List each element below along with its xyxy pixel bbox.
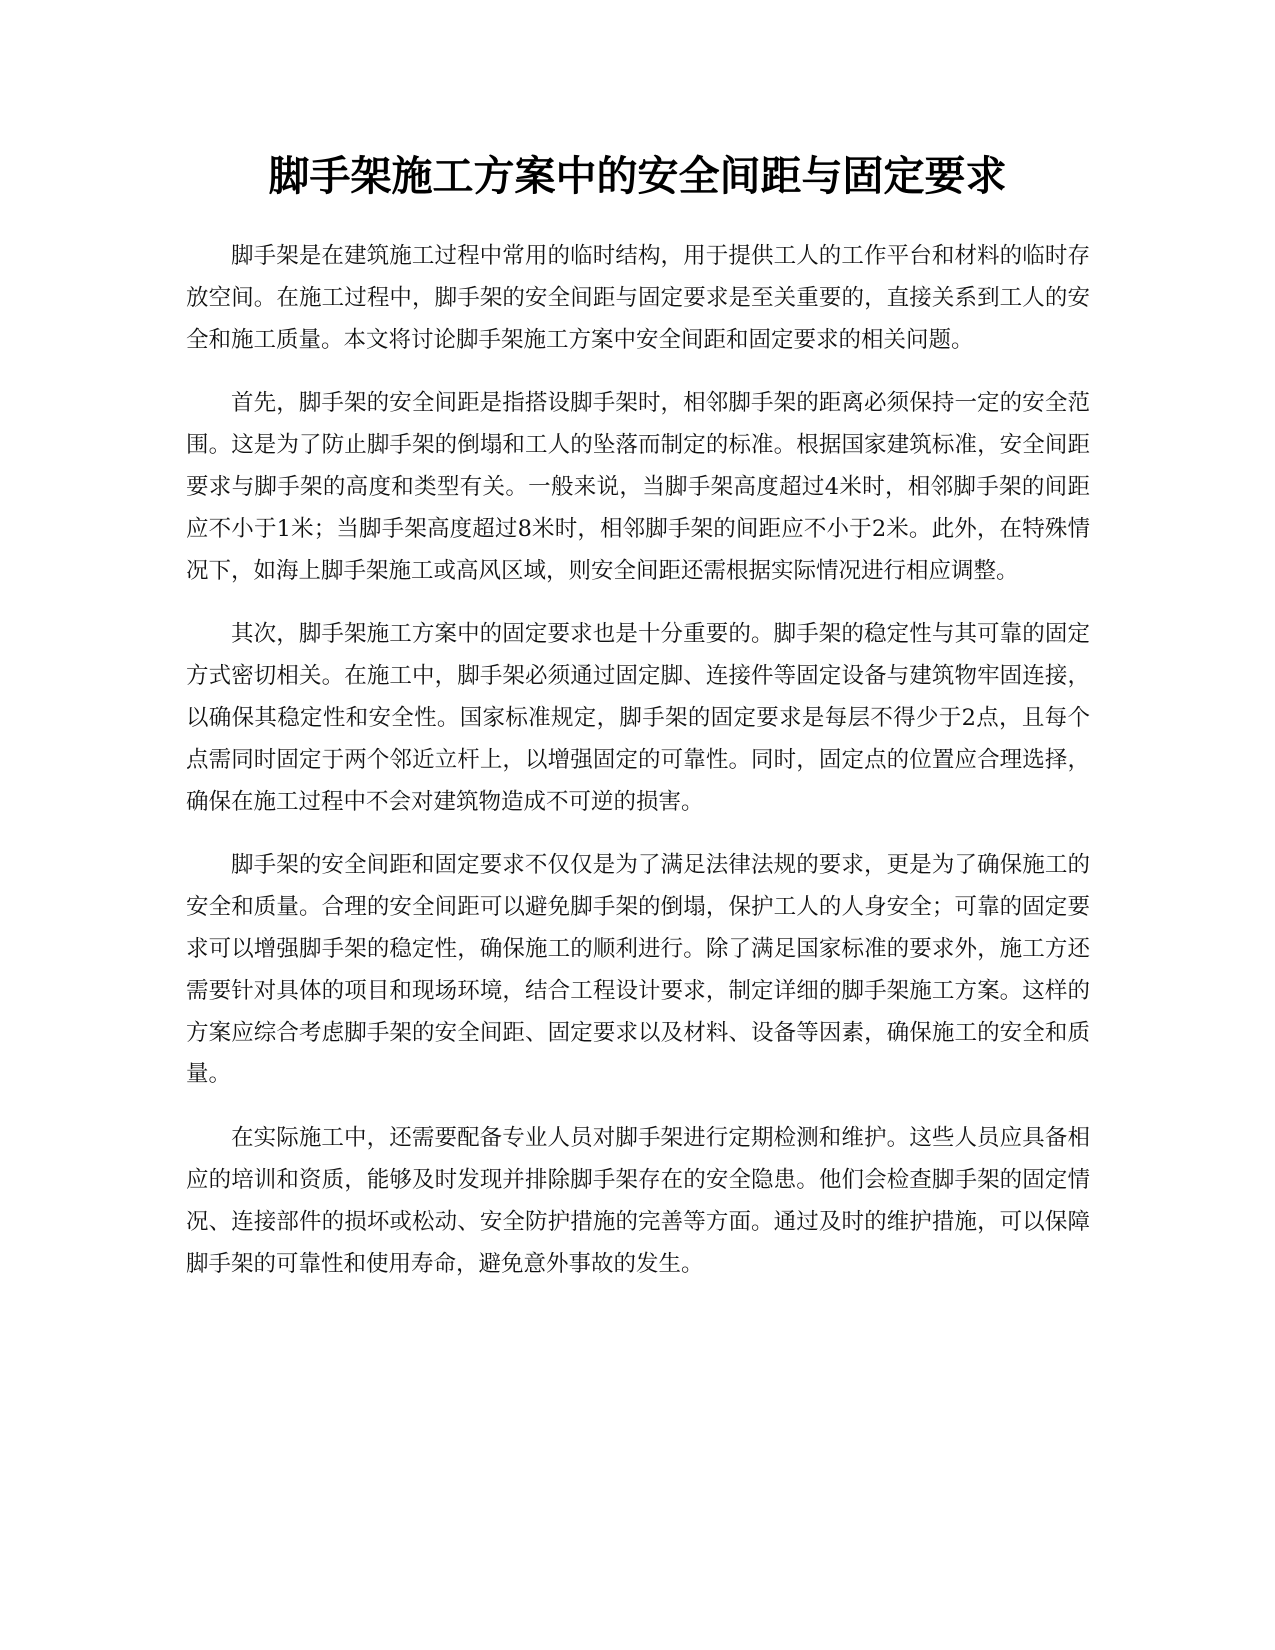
- paragraph-intro: 脚手架是在建筑施工过程中常用的临时结构，用于提供工人的工作平台和材料的临时存放空间。在施工过程中，脚手架的安全间距与固定要求是至关重要的，直接关系到工人的安全和施工质量。本文将讨论脚手架施工方案中安全间距和固定要求的相关问题。: [186, 243, 1090, 353]
- paragraph-safety-spacing: 首先，脚手架的安全间距是指搭设脚手架时，相邻脚手架的距离必须保持一定的安全范围。这是为了防止脚手架的倒塌和工人的坠落而制定的标准。根据国家建筑标准，安全间距要求与脚手架的高度和类型有关。一般来说，当脚手架高度超过4米时，相邻脚手架的间距应不小于1米；当脚手架高度超过8米时，相邻脚手架的间距应不小于2米。此外，在特殊情况下，如海上脚手架施工或高风区域，则安全间距还需根据实际情况进行相应调整。: [186, 390, 1090, 584]
- paragraph-fixing-requirements: 其次，脚手架施工方案中的固定要求也是十分重要的。脚手架的稳定性与其可靠的固定方式密切相关。在施工中，脚手架必须通过固定脚、连接件等固定设备与建筑物牢固连接，以确保其稳定性和安全性。国家标准规定，脚手架的固定要求是每层不得少于2点，且每个点需同时固定于两个邻近立杆上，以增强固定的可靠性。同时，固定点的位置应合理选择，确保在施工过程中不会对建筑物造成不可逆的损害。: [186, 621, 1090, 815]
- document-title: 脚手架施工方案中的安全间距与固定要求: [268, 152, 1007, 200]
- document-body: [186, 236, 1090, 1307]
- paragraph-maintenance: 在实际施工中，还需要配备专业人员对脚手架进行定期检测和维护。这些人员应具备相应的培训和资质，能够及时发现并排除脚手架存在的安全隐患。他们会检查脚手架的固定情况、连接部件的损坏或松动、安全防护措施的完善等方面。通过及时的维护措施，可以保障脚手架的可靠性和使用寿命，避免意外事故的发生。: [186, 1125, 1090, 1277]
- paragraph-significance: 脚手架的安全间距和固定要求不仅仅是为了满足法律法规的要求，更是为了确保施工的安全和质量。合理的安全间距可以避免脚手架的倒塌，保护工人的人身安全；可靠的固定要求可以增强脚手架的稳定性，确保施工的顺利进行。除了满足国家标准的要求外，施工方还需要针对具体的项目和现场环境，结合工程设计要求，制定详细的脚手架施工方案。这样的方案应综合考虑脚手架的安全间距、固定要求以及材料、设备等因素，确保施工的安全和质量。: [186, 852, 1090, 1088]
